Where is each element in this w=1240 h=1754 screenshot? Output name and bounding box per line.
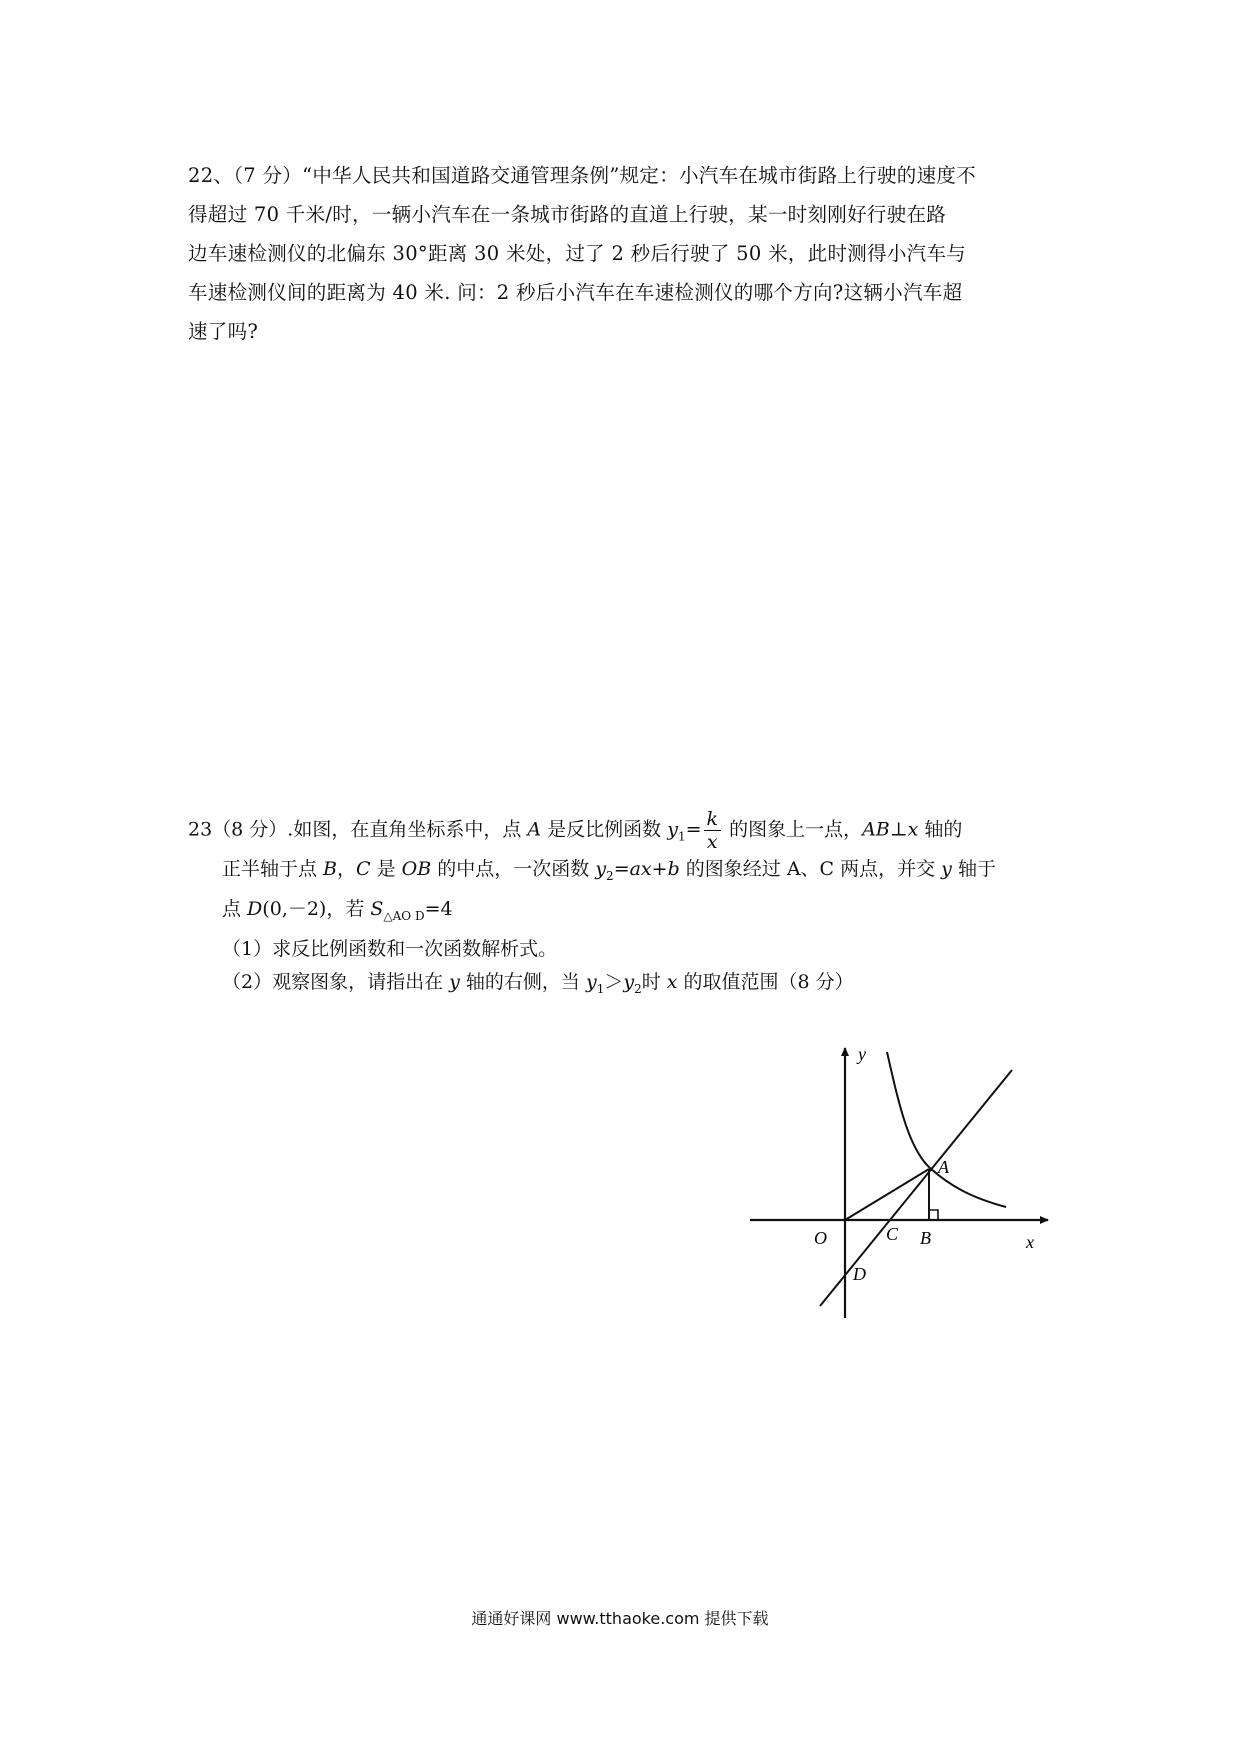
coordinate-graph — [740, 1030, 1060, 1320]
q23-text: 23（8 分）.如图，在直角坐标系中，点 — [188, 818, 528, 841]
q23-part-2 — [188, 966, 1060, 1006]
q23-var: x — [666, 970, 678, 993]
line-through-a-c — [820, 1070, 1012, 1306]
q23-text: 是 — [370, 858, 402, 881]
q23-var: A — [527, 818, 542, 841]
q23-var: y — [623, 970, 635, 993]
q23-text: 的图象经过 A、C 两点，并交 — [679, 858, 942, 881]
label-x: x — [1026, 1232, 1034, 1252]
q23-sub: 2 — [606, 869, 614, 884]
q22-line-4: 车速检测仪间的距离为 40 米. 问：2 秒后小汽车在车速检测仪的哪个方向?这辆小汽车超 — [188, 281, 963, 304]
q23-part-1: （1）求反比例函数和一次函数解析式。 — [222, 937, 558, 960]
q23-text: 时 — [641, 970, 667, 993]
q22-line-3: 边车速检测仪的北偏东 30°距离 30 米处，过了 2 秒后行驶了 50 米，此时测得小汽车与 — [188, 242, 967, 265]
q23-text: 的中点，一次函数 — [431, 858, 596, 881]
graph-svg — [740, 1030, 1060, 1320]
label-c: C — [886, 1224, 899, 1244]
q23-var: C — [356, 858, 371, 881]
q23-var: y — [595, 858, 607, 881]
q23-var: x — [907, 818, 919, 841]
q23-var: y — [941, 858, 952, 881]
q23-line-2 — [188, 853, 1060, 893]
q22-line-2: 得超过 70 千米/时，一辆小汽车在一条城市街路的直道上行驶，某一时刻刚好行驶在路 — [188, 203, 947, 226]
q23-text: =4 — [424, 898, 453, 921]
q23-sub: 2 — [634, 981, 642, 996]
q23-text: 轴的右侧，当 — [459, 970, 586, 993]
q23-var: AB — [862, 818, 890, 841]
q23-sub: 1 — [677, 829, 686, 844]
q23-var: y — [667, 818, 678, 841]
q23-var: y — [449, 970, 460, 993]
q23-var: S — [370, 898, 384, 921]
q23-var: OB — [401, 858, 432, 881]
label-a: A — [938, 1157, 949, 1177]
question-23 — [188, 808, 1060, 1006]
q23-var: y — [585, 970, 597, 993]
q23-sub: 1 — [596, 981, 605, 996]
q23-text: 点 — [222, 898, 248, 921]
q23-text: 正半轴于点 — [222, 858, 324, 881]
q23-text: 是反比例函数 — [541, 818, 668, 841]
q23-line-3 — [188, 893, 1060, 933]
q23-text: ＞ — [604, 970, 624, 993]
q23-text: ， — [337, 858, 357, 881]
fraction-numerator: k — [704, 808, 722, 831]
q23-text: 轴的 — [918, 818, 963, 841]
fraction-k-over-x — [704, 808, 722, 853]
q23-text: = — [613, 858, 630, 881]
q22-line-1: 22、（7 分）“中华人民共和国道路交通管理条例”规定：小汽车在城市街路上行驶的速度不 — [188, 164, 977, 187]
fraction-denominator: x — [706, 831, 718, 853]
q23-line-1 — [188, 808, 1060, 853]
question-22 — [188, 156, 1060, 351]
q23-text: 的图象上一点， — [723, 818, 863, 841]
label-o: O — [814, 1228, 827, 1248]
q23-var: ax+b — [629, 858, 680, 881]
q23-text: 的取值范围（8 分） — [677, 970, 854, 993]
segment-oa — [845, 1169, 929, 1220]
q23-text: （2）观察图象，请指出在 — [222, 970, 450, 993]
q23-sub: △AO D — [383, 908, 425, 923]
q23-text: ⊥ — [889, 818, 908, 841]
footer-source: 通通好课网 www.tthaoke.com 提供下载 — [471, 1609, 769, 1628]
right-angle-mark — [929, 1210, 938, 1220]
q23-var: B — [323, 858, 338, 881]
q22-line-5: 速了吗? — [188, 320, 259, 343]
q23-text: (0,－2)，若 — [262, 898, 371, 921]
label-d: D — [853, 1264, 866, 1284]
q23-text: = — [685, 818, 702, 841]
q23-text: 轴于 — [951, 858, 996, 881]
q23-var: D — [247, 898, 263, 921]
label-y: y — [858, 1044, 866, 1064]
label-b: B — [920, 1228, 931, 1248]
